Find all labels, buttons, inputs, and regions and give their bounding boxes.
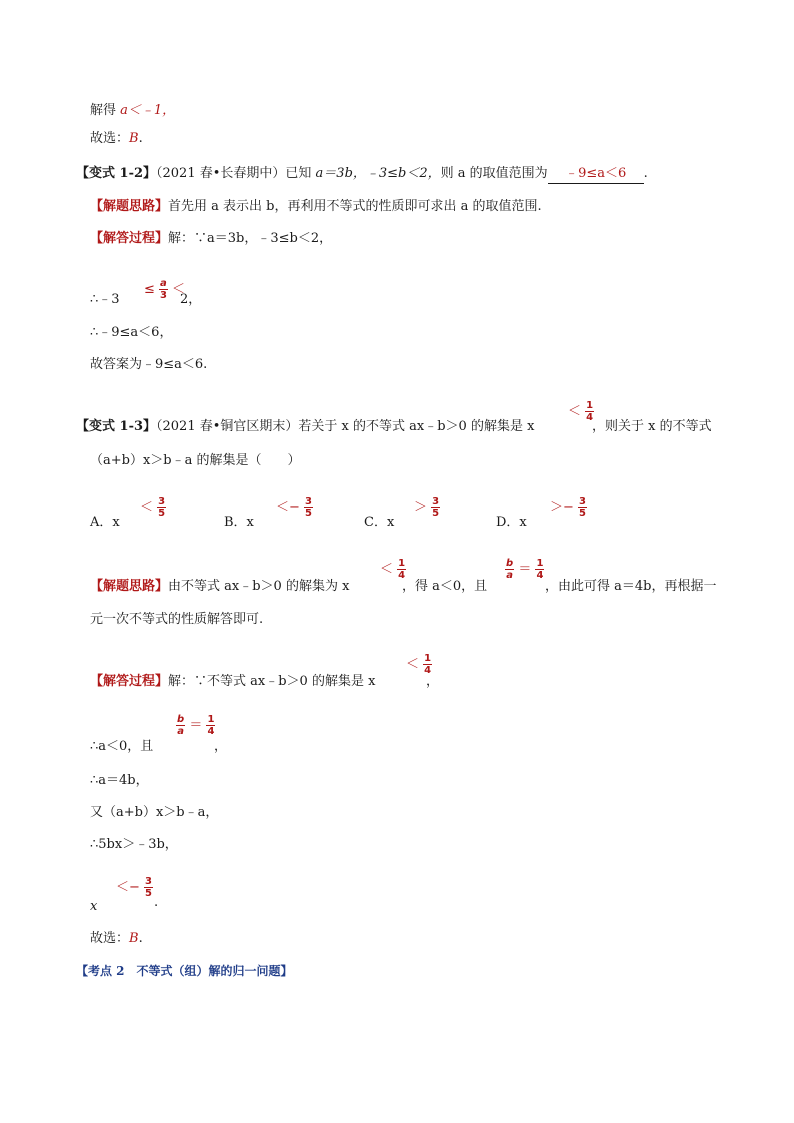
step-line: 2， xyxy=(180,292,202,307)
answer-choice: B xyxy=(129,931,139,946)
answer-blank: ﹣9≤a＜6 xyxy=(548,165,644,184)
option-d-label[interactable]: D．x xyxy=(496,515,527,530)
fraction: $\frac{1}{4}$ xyxy=(207,714,215,737)
idea-line-2: 元一次不等式的性质解答即可. xyxy=(90,612,264,627)
option-c-value: ＞ $\frac{3}{5}$ xyxy=(414,496,440,519)
fraction: $\frac{b}{a}$ xyxy=(177,714,185,737)
variant-1-2-stem: 【变式 1-2】（2021 春•长春期中）已知 a＝3b，﹣3≤b＜2，则 a 的取值范围为 ﹣9≤a＜6 . xyxy=(76,165,648,184)
inequality-fraction: ＜ $\frac{1}{4}$ xyxy=(380,558,406,581)
fraction: $\frac{1}{4}$ xyxy=(398,558,406,581)
fraction: $\frac{3}{5}$ xyxy=(158,496,166,519)
fraction: $\frac{3}{5}$ xyxy=(579,496,587,519)
option-a-label[interactable]: A．x xyxy=(90,515,120,530)
step-line: 又（a+b）x＞b﹣a， xyxy=(90,805,219,820)
process-tag: 【解答过程】 xyxy=(90,674,169,689)
idea-tag: 【解题思路】 xyxy=(90,199,169,214)
stem-line-2: （a+b）x＞b﹣a 的解集是（ ） xyxy=(90,453,301,468)
solution-process: 【解答过程】解：∵不等式 ax﹣b＞0 的解集是 x xyxy=(90,674,376,689)
variant-1-3-stem: 【变式 1-3】（2021 春•铜官区期末）若关于 x 的不等式 ax﹣b＞0 的解集是 x xyxy=(76,419,535,434)
process-continuation: ， xyxy=(426,674,440,689)
equation-fraction: $\frac{b}{a}$ ＝ $\frac{1}{4}$ xyxy=(177,714,215,737)
answer-choice: B xyxy=(129,131,139,146)
fraction: $\frac{1}{4}$ xyxy=(536,558,544,581)
solution-process: 【解答过程】解：∵a＝3b，﹣3≤b＜2， xyxy=(90,231,333,246)
answer-line: 故选：B. xyxy=(90,131,143,146)
fraction: $\frac{1}{4}$ xyxy=(586,400,594,423)
solution-line: 解得 a＜﹣1， xyxy=(90,103,176,118)
inequality-fraction: ＜− $\frac{3}{5}$ xyxy=(116,876,153,899)
source: （2021 春•长春期中） xyxy=(156,166,286,181)
step-line: 故答案为﹣9≤a＜6. xyxy=(90,357,208,372)
fraction: $\frac{b}{a}$ xyxy=(506,558,514,581)
fraction: $\frac{3}{5}$ xyxy=(145,876,153,899)
variant-tag: 【变式 1-2】 xyxy=(76,166,157,181)
step-line: ∴5bx＞﹣3b， xyxy=(90,837,178,852)
step-continuation: . xyxy=(154,895,159,910)
idea-continuation: ，由此可得 a＝4b，再根据一 xyxy=(545,579,717,594)
solution-idea: 【解题思路】由不等式 ax﹣b＞0 的解集为 x xyxy=(90,579,350,594)
option-a-value: ＜ $\frac{3}{5}$ xyxy=(140,496,166,519)
idea-continuation: ，得 a＜0，且 xyxy=(402,579,488,594)
answer-line: 故选：B. xyxy=(90,931,143,946)
option-b-label[interactable]: B．x xyxy=(224,515,254,530)
math-expression: a＜﹣1， xyxy=(120,103,176,118)
source: （2021 春•铜官区期末） xyxy=(156,419,299,434)
fraction: $\frac{a}{3}$ xyxy=(159,278,167,301)
step-line: ∴﹣3 xyxy=(90,292,120,307)
step-continuation: ， xyxy=(214,739,228,754)
idea-tag: 【解题思路】 xyxy=(90,579,169,594)
step-line: x xyxy=(90,899,98,914)
option-c-label[interactable]: C．x xyxy=(364,515,395,530)
step-line: ∴a＝4b， xyxy=(90,773,149,788)
stem-continuation: ，则关于 x 的不等式 xyxy=(592,419,712,434)
step-line: ∴﹣9≤a＜6， xyxy=(90,325,173,340)
inequality-fraction: ≤ $\frac{a}{3}$ ＜ xyxy=(144,278,185,301)
step-line: ∴a＜0，且 xyxy=(90,739,154,754)
option-b-value: ＜− $\frac{3}{5}$ xyxy=(276,496,313,519)
section-title: 【考点 2 不等式（组）解的归一问题】 xyxy=(76,964,293,978)
process-tag: 【解答过程】 xyxy=(90,231,169,246)
fraction: $\frac{3}{5}$ xyxy=(305,496,313,519)
equation-fraction: $\frac{b}{a}$ ＝ $\frac{1}{4}$ xyxy=(506,558,544,581)
solution-idea: 【解题思路】首先用 a 表示出 b，再利用不等式的性质即可求出 a 的取值范围. xyxy=(90,199,542,214)
option-d-value: ＞− $\frac{3}{5}$ xyxy=(550,496,587,519)
fraction: $\frac{1}{4}$ xyxy=(424,653,432,676)
inequality-fraction: ＜ $\frac{1}{4}$ xyxy=(568,400,594,423)
variant-tag: 【变式 1-3】 xyxy=(76,419,157,434)
inequality-fraction: ＜ $\frac{1}{4}$ xyxy=(406,653,432,676)
fraction: $\frac{3}{5}$ xyxy=(432,496,440,519)
